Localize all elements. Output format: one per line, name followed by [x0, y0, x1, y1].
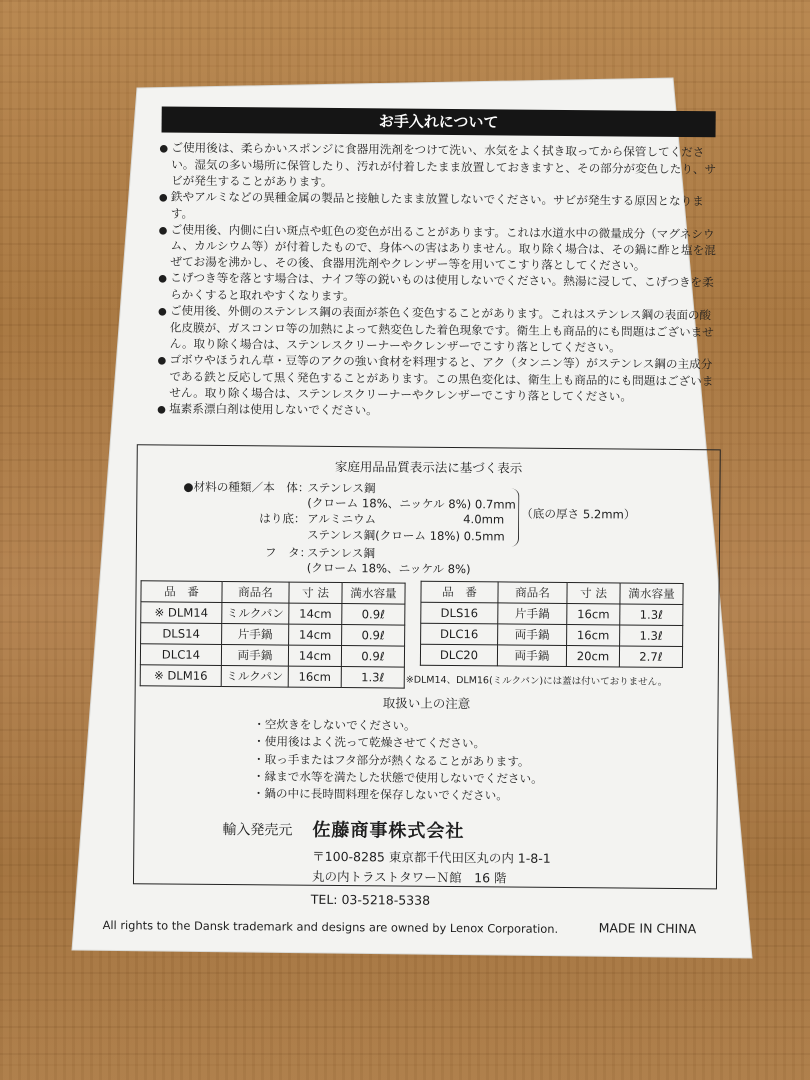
- table-row: [421, 623, 683, 646]
- table-row: [140, 665, 404, 688]
- table-header: 満水容量: [342, 583, 405, 605]
- bullet-icon: ●: [157, 355, 167, 367]
- table-cell: 1.3ℓ: [620, 625, 683, 647]
- company-name: 佐藤商事株式会社: [312, 819, 465, 843]
- table-cell: DLS14: [141, 623, 222, 645]
- bracket: [510, 489, 520, 547]
- table-cell: ミルクパン: [222, 602, 289, 624]
- care-note: ● ゴボウやほうれん草・豆等のアクの強い食材を料理すると、アク（タンニン等）がステンレス鋼の主成分である鉄と反応して黒く発色することがあります。この黒色変化は、衛生上も商品的にも問題はございません。取り除く場合は、ステンレスクリーナーやクレンザーでこすり落としてください。: [157, 352, 714, 404]
- table-cell: DLC16: [421, 623, 498, 645]
- table-header: 品 番: [141, 581, 222, 603]
- table-cell: DLC14: [140, 644, 221, 666]
- table-cell: ※ DLM16: [140, 665, 221, 687]
- table-cell: DLS16: [421, 602, 498, 624]
- quality-label-box: [133, 444, 721, 889]
- table-cell: 14cm: [289, 603, 342, 624]
- telephone: TEL: 03-5218-5338: [310, 891, 431, 908]
- table-row: [141, 623, 405, 646]
- table-row: [141, 602, 405, 625]
- body-material: ステンレス鋼: [307, 480, 376, 496]
- bullet-icon: ●: [158, 273, 168, 285]
- table-cell: 両手鍋: [498, 624, 567, 646]
- material-label: ●材料の種類／本 体：: [183, 479, 310, 495]
- thickness-note: （底の厚さ 5.2mm）: [521, 506, 636, 522]
- lid-material: ステンレス鋼: [306, 545, 376, 561]
- table-header-row: [421, 581, 683, 604]
- table-cell: ※ DLM14: [141, 602, 222, 624]
- product-table-left: [140, 580, 406, 688]
- table-cell: 両手鍋: [497, 645, 566, 667]
- table-cell: 0.9ℓ: [341, 646, 404, 668]
- importer-label: 輸入発売元: [222, 822, 293, 839]
- table-footnote: ※DLM14、DLM16(ミルクパン)には蓋は付いておりません。: [405, 674, 668, 688]
- table-header: 寸 法: [289, 582, 342, 603]
- address-line-2: 丸の内トラストタワーＮ館 16 階: [311, 868, 507, 886]
- table-header: 寸 法: [567, 583, 620, 604]
- quality-title: 家庭用品品質表示法に基づく表示: [334, 458, 523, 476]
- table-cell: 片手鍋: [498, 603, 567, 625]
- handling-item: ・取っ手またはフタ部分が熱くなることがあります。: [253, 751, 530, 769]
- table-header: 商品名: [498, 582, 567, 604]
- table-header: 商品名: [222, 581, 289, 603]
- care-note: ● ご使用後は、柔らかいスポンジに食器用洗剤をつけて洗い、水気をよく拭き取ってから保管してください。湿気の多い場所に保管したり、汚れが付着したまま放置しておきますと、その部分が変色したり、サビが発生することがあります。: [159, 140, 717, 189]
- table-cell: 1.3ℓ: [620, 604, 683, 626]
- table-cell: 1.3ℓ: [341, 667, 404, 689]
- table-row: [140, 644, 404, 667]
- bullet-icon: ●: [159, 143, 169, 155]
- table-row: [421, 602, 683, 625]
- table-cell: 20cm: [566, 646, 619, 667]
- table-cell: 14cm: [289, 624, 342, 645]
- handling-item: ・鍋の中に長時間料理を保存しないでください。: [252, 786, 508, 803]
- handling-list: [253, 716, 544, 805]
- table-cell: 2.7ℓ: [619, 646, 682, 668]
- lid-detail: (クローム 18%、ニッケル 8%): [306, 560, 471, 577]
- bullet-icon: ●: [158, 224, 168, 237]
- table-cell: 0.9ℓ: [342, 625, 405, 647]
- care-note: ● こげつき等を落とす場合は、ナイフ等の鋭いものは使用しないでください。熱湯に浸して、こげつきを柔らかくすると取れやすくなります。: [158, 270, 714, 304]
- bullet-icon: ●: [157, 403, 166, 415]
- handling-title: 取扱い上の注意: [382, 695, 471, 712]
- bullet-icon: ●: [157, 306, 167, 318]
- table-cell: 14cm: [288, 645, 341, 666]
- table-header: 満水容量: [620, 583, 683, 605]
- table-cell: 片手鍋: [222, 623, 289, 645]
- table-header: 品 番: [421, 581, 498, 603]
- care-notes-list: [157, 140, 719, 422]
- address-line-1: 〒100-8285 東京都千代田区丸の内 1-8-1: [312, 848, 551, 866]
- handling-item: ・空炊きをしないでください。: [253, 717, 416, 733]
- table-cell: 16cm: [288, 666, 341, 687]
- bottom-material-1-value: 4.0mm: [463, 512, 505, 527]
- table-cell: 0.9ℓ: [342, 604, 405, 626]
- country-of-origin: MADE IN CHINA: [598, 920, 697, 937]
- table-header-row: [141, 581, 405, 604]
- table-cell: 16cm: [567, 625, 620, 646]
- lid-label: フ タ：: [264, 545, 312, 560]
- bottom-material-2: ステンレス鋼(クローム 18%) 0.5mm: [306, 527, 505, 544]
- care-note: ● ご使用後、外側のステンレス鋼の表面が茶色く変色することがあります。これはステンレス鋼の表面の酸化皮膜が、ガスコンロ等の加熱によって熱変色した着色現象です。衛生上も商品的にも問題はございません。取り除く場合は、ステンレスクリーナーやクレンザーでこすり落としてください。: [157, 303, 714, 355]
- table-row: [420, 644, 682, 667]
- table-cell: 両手鍋: [221, 644, 288, 666]
- product-table-right: [420, 581, 684, 668]
- care-note: ● 塩素系漂白剤は使用しないでください。: [157, 401, 378, 417]
- table-cell: ミルクパン: [221, 665, 288, 687]
- bottom-material-1: アルミニウム: [307, 511, 377, 527]
- table-cell: DLC20: [420, 644, 497, 666]
- care-note: ● ご使用後、内側に白い斑点や虹色の変色が出ることがあります。これは水道水中の微量成分（マグネシウム、カルシウム等）が付着したもので、身体への害はありません。取り除く場合は、その鍋に酢と塩を混ぜてお湯を沸かし、その後、食器用洗剤やクレンザー等を用いてこすり落としてください。: [158, 222, 716, 274]
- table-cell: 16cm: [567, 604, 620, 625]
- handling-item: ・使用後はよく洗って乾燥させてください。: [253, 734, 486, 751]
- body-detail: (クローム 18%、ニッケル 8%) 0.7mm: [307, 495, 516, 512]
- handling-item: ・縁まで水等を満たした状態で使用しないでください。: [252, 769, 543, 786]
- care-note: ● 鉄やアルミなどの異種金属の製品と接触したまま放置しないでください。サビが発生する原因となります。: [158, 189, 704, 221]
- trademark-notice: All rights to the Dansk trademark and designs are owned by Lenox Corporation.: [102, 917, 559, 936]
- care-title: お手入れについて: [162, 106, 716, 137]
- bottom-label: はり底：: [259, 511, 306, 526]
- bullet-icon: ●: [158, 192, 168, 204]
